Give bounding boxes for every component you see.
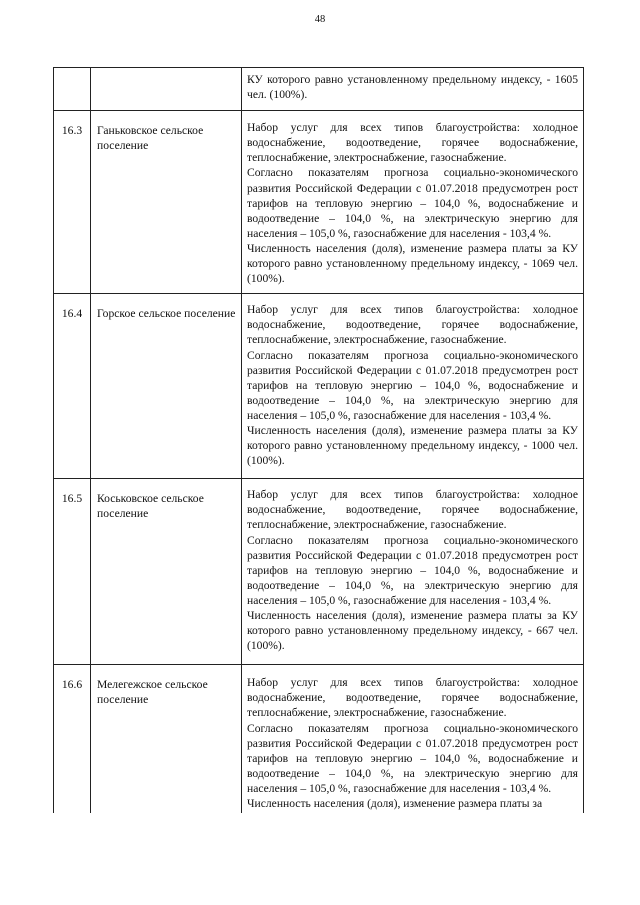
forecast-text: Согласно показателям прогноза социально-экономического развития Российской Федерации с 01.07.2018 предусмотрен рост тарифов на тепловую энергию – 104,0 %, водоснабжение и водоотведение – 104,0 %, на электрическую энергию для населения – 105,0 %, газоснабжение для населения - 103,4 %. xyxy=(247,721,578,795)
population-text: Численность населения (доля), изменение размера платы за xyxy=(247,797,543,811)
settlement-name: Горское сельское поселение xyxy=(91,294,242,479)
description-cell xyxy=(242,665,584,813)
settlement-cell xyxy=(91,68,242,111)
settlement-name: Коськовское сельское поселение xyxy=(91,479,242,665)
table-row xyxy=(54,111,584,294)
services-text: Набор услуг для всех типов благоустройства: холодное водоснабжение, водоотведение, горячее водоснабжение, теплоснабжение, электроснабжение, газоснабжение. xyxy=(247,676,578,720)
services-text: Набор услуг для всех типов благоустройства: холодное водоснабжение, водоотведение, горячее водоснабжение, теплоснабжение, электроснабжение, газоснабжение. xyxy=(247,121,578,165)
population-text: КУ которого равно установленному предельному индексу, - 1605 чел. (100%). xyxy=(247,73,578,102)
population-text: Численность населения (доля), изменение размера платы за КУ которого равно установленному предельному индексу, - 667 чел. (100%). xyxy=(247,609,578,653)
settlement-name: Ганьковское сельское поселение xyxy=(91,111,242,294)
forecast-text: Согласно показателям прогноза социально-экономического развития Российской Федерации с 01.07.2018 предусмотрен рост тарифов на тепловую энергию – 104,0 %, водоснабжение и водоотведение – 104,0 %, на электрическую энергию для населения – 105,0 %, газоснабжение для населения - 103,4 %. xyxy=(247,348,578,422)
description-cell xyxy=(242,111,584,294)
row-number: 16.5 xyxy=(54,479,91,665)
tariff-table xyxy=(53,67,584,813)
description-cell xyxy=(242,479,584,665)
population-text: Численность населения (доля), изменение размера платы за КУ которого равно установленному предельному индексу, - 1069 чел. (100%). xyxy=(247,241,578,286)
table-row xyxy=(54,479,584,665)
row-number: 16.6 xyxy=(54,665,91,813)
row-number-cell xyxy=(54,68,91,111)
population-text: Численность населения (доля), изменение размера платы за КУ которого равно установленному предельному индексу, - 1000 чел. (100%). xyxy=(247,423,578,468)
description-cell xyxy=(242,68,584,111)
settlement-name: Мелегежское сельское поселение xyxy=(91,665,242,813)
row-number: 16.3 xyxy=(54,111,91,294)
page-number: 48 xyxy=(314,14,326,25)
table-row xyxy=(54,294,584,479)
row-number: 16.4 xyxy=(54,294,91,479)
forecast-text: Согласно показателям прогноза социально-экономического развития Российской Федерации с 01.07.2018 предусмотрен рост тарифов на тепловую энергию – 104,0 %, водоснабжение и водоотведение – 104,0 %, на электрическую энергию для населения – 105,0 %, газоснабжение для населения - 103,4 %. xyxy=(247,166,578,240)
services-text: Набор услуг для всех типов благоустройства: холодное водоснабжение, водоотведение, горячее водоснабжение, теплоснабжение, электроснабжение, газоснабжение. xyxy=(247,488,578,532)
description-cell xyxy=(242,294,584,479)
services-text: Набор услуг для всех типов благоустройства: холодное водоснабжение, водоотведение, горячее водоснабжение, теплоснабжение, электроснабжение, газоснабжение. xyxy=(247,303,578,347)
forecast-text: Согласно показателям прогноза социально-экономического развития Российской Федерации с 01.07.2018 предусмотрен рост тарифов на тепловую энергию – 104,0 %, водоснабжение и водоотведение – 104,0 %, на электрическую энергию для населения – 105,0 %, газоснабжение для населения - 103,4 %. xyxy=(247,533,578,607)
table-row xyxy=(54,665,584,813)
table-row xyxy=(54,68,584,111)
